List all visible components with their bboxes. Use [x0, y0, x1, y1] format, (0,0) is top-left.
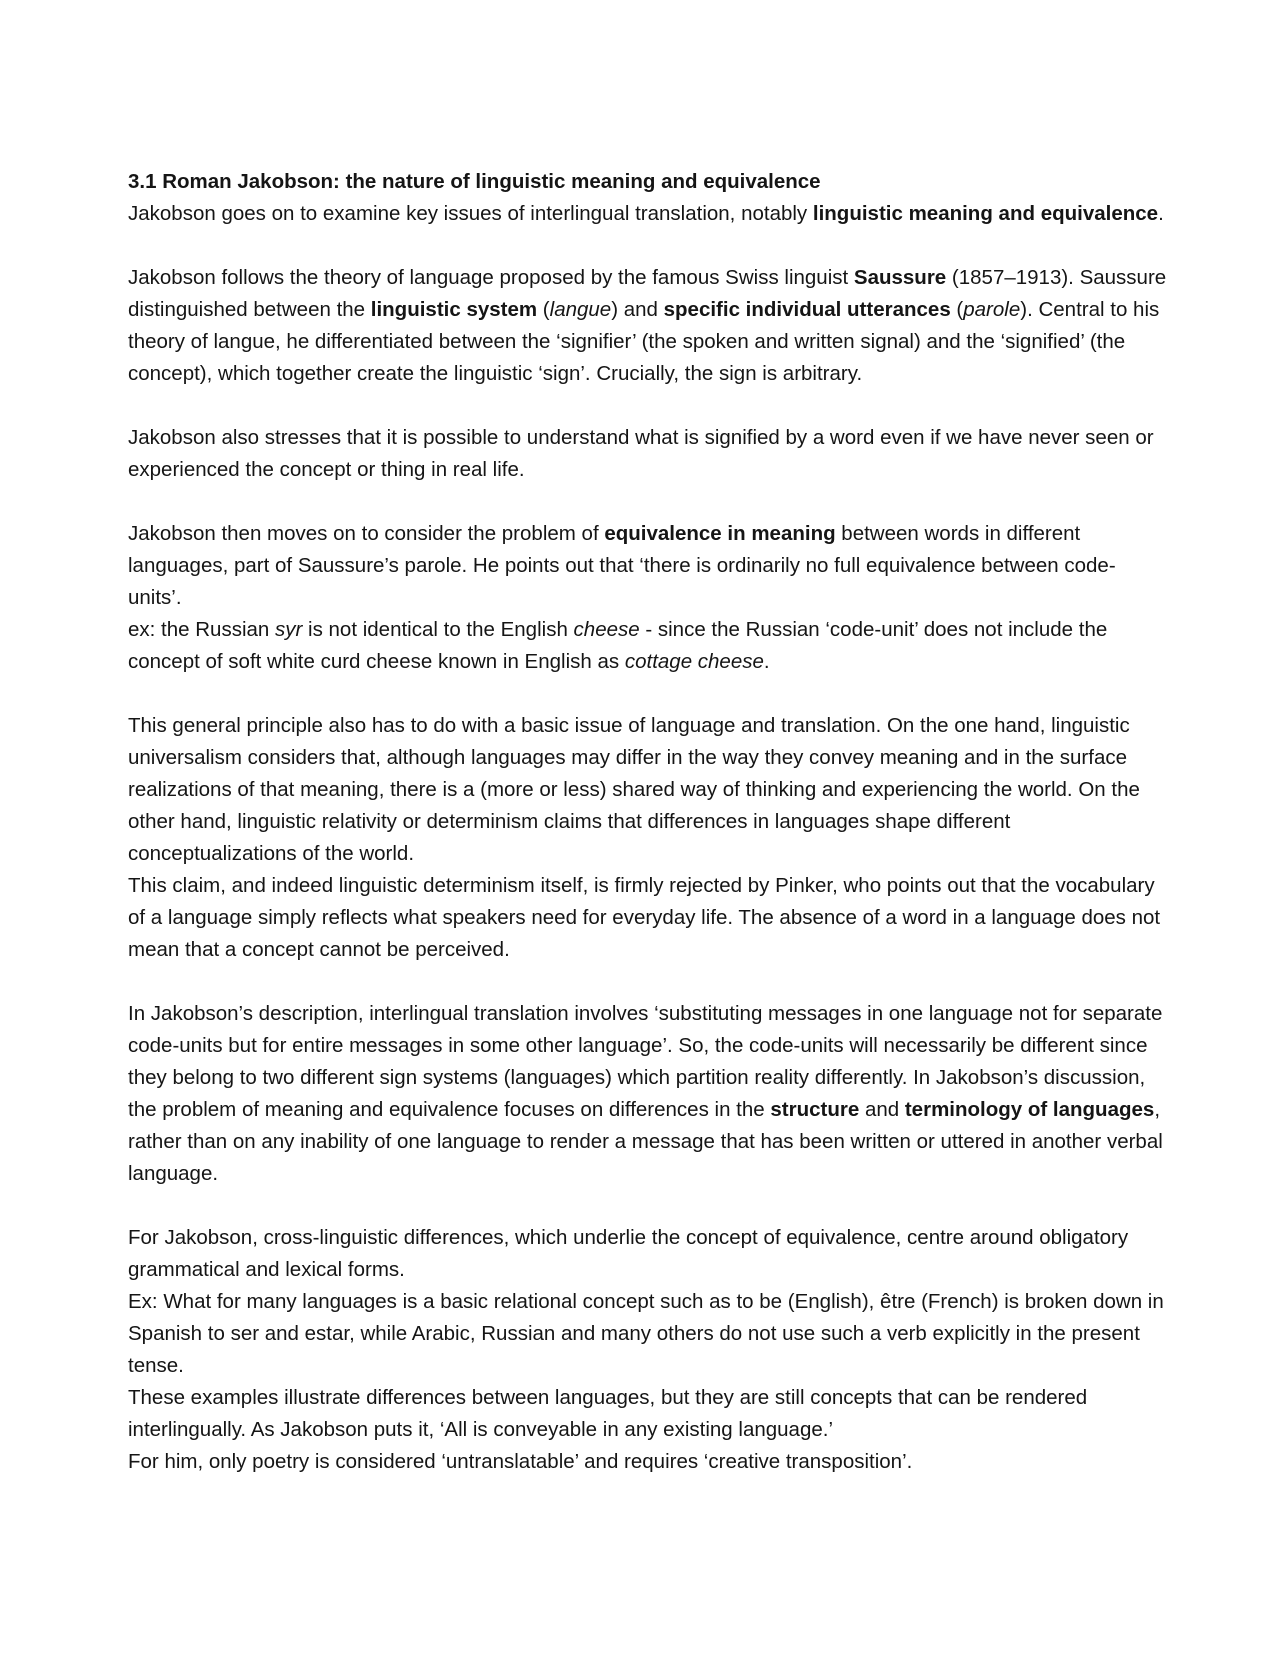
paragraph-interlingual: In Jakobson’s description, interlingual translation involves ‘substituting messages in one language not for separate code-units but for entire messages in some other language’. So, the code-units will necessarily be different since they belong to two different sign systems (languages) which partition reality differently. In Jakobson’s discussion, the problem of meaning and equivalence focuses on differences in the structure and terminology of languages, rather than on any inability of one language to render a message that has been written or uttered in another verbal language. — [128, 1002, 1163, 1185]
section-heading: 3.1 Roman Jakobson: the nature of linguistic meaning and equivalence — [128, 170, 821, 193]
paragraph-example-syr: ex: the Russian syr is not identical to the English cheese - since the Russian ‘code-unit’ does not include the concept of soft white curd cheese known in English as cottage cheese. — [128, 618, 1108, 673]
paragraph-conveyable: These examples illustrate differences between languages, but they are still concepts that can be rendered interlingually. As Jakobson puts it, ‘All is conveyable in any existing language.’ — [128, 1386, 1088, 1441]
paragraph-poetry: For him, only poetry is considered ‘untranslatable’ and requires ‘creative transposition’. — [128, 1450, 913, 1473]
paragraph-equivalence: Jakobson then moves on to consider the problem of equivalence in meaning between words in different languages, part of Saussure’s parole. He points out that ‘there is ordinarily no full equivalence between code-units’. — [128, 522, 1116, 609]
document-page — [128, 166, 1168, 1478]
paragraph-signified: Jakobson also stresses that it is possible to understand what is signified by a word even if we have never seen or experienced the concept or thing in real life. — [128, 426, 1154, 481]
paragraph-intro: Jakobson goes on to examine key issues of interlingual translation, notably linguistic meaning and equivalence. — [128, 202, 1164, 225]
paragraph-universalism: This general principle also has to do with a basic issue of language and translation. On the one hand, linguistic universalism considers that, although languages may differ in the way they convey meaning and in the surface realizations of that meaning, there is a (more or less) shared way of thinking and experiencing the world. On the other hand, linguistic relativity or determinism claims that differences in languages shape different conceptualizations of the world. — [128, 714, 1140, 865]
paragraph-saussure: Jakobson follows the theory of language proposed by the famous Swiss linguist Saussure (1857–1913). Saussure distinguished between the linguistic system (langue) and specific individual utterances (parole). Central to his theory of langue, he differentiated between the ‘signifier’ (the spoken and written signal) and the ‘signified’ (the concept), which together create the linguistic ‘sign’. Crucially, the sign is arbitrary. — [128, 266, 1167, 385]
paragraph-crosslinguistic: For Jakobson, cross-linguistic differences, which underlie the concept of equivalence, centre around obligatory grammatical and lexical forms. — [128, 1226, 1129, 1281]
paragraph-pinker: This claim, and indeed linguistic determinism itself, is firmly rejected by Pinker, who points out that the vocabulary of a language simply reflects what speakers need for everyday life. The absence of a word in a language does not mean that a concept cannot be perceived. — [128, 874, 1161, 961]
paragraph-example-tobe: Ex: What for many languages is a basic relational concept such as to be (English), être (French) is broken down in Spanish to ser and estar, while Arabic, Russian and many others do not use such a verb explicitly in the present tense. — [128, 1290, 1164, 1377]
